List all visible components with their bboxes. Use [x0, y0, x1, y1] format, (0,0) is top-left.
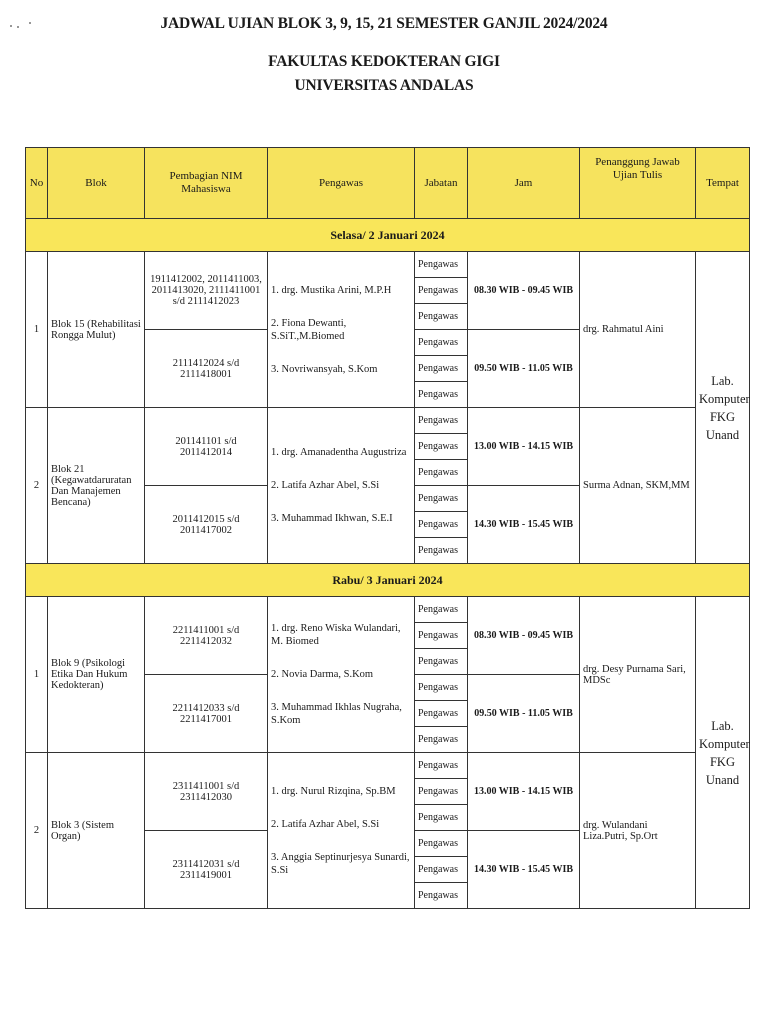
day-row: [26, 219, 750, 252]
day-row: [26, 564, 750, 597]
jabatan-cell: Pengawas: [415, 857, 468, 883]
blok-name: Blok 9 (Psikologi Etika Dan Hukum Kedokteran): [48, 597, 145, 753]
jabatan-cell: Pengawas: [415, 805, 468, 831]
jabatan-cell: Pengawas: [415, 727, 468, 753]
pengawas-name: 3. Muhammad Ikhwan, S.E.I: [271, 513, 393, 524]
nim-range: 2211412033 s/d 2211417001: [145, 675, 268, 753]
tempat-line: FKG: [709, 409, 735, 424]
jam-slot: 08.30 WIB - 09.45 WIB: [468, 252, 580, 330]
jabatan-cell: Pengawas: [415, 408, 468, 434]
pengawas-name: 1. drg. Amanadentha Augustriza: [271, 447, 407, 458]
jabatan-cell: Pengawas: [415, 512, 468, 538]
pengawas-name: 3. Novriwansyah, S.Kom: [271, 363, 378, 375]
jabatan-cell: Pengawas: [415, 883, 468, 909]
pengawas-list: [268, 597, 415, 753]
tempat-line: Komputer: [699, 391, 750, 406]
jabatan-cell: Pengawas: [415, 330, 468, 356]
tempat-line: Lab.: [711, 373, 734, 388]
table-row: [26, 252, 750, 278]
jabatan-cell: Pengawas: [415, 675, 468, 701]
pengawas-name: 3. Muhammad Ikhlas Nugraha, S.Kom: [271, 702, 402, 726]
penanggung-jawab: drg. Wulandani Liza.Putri, Sp.Ort: [580, 753, 696, 909]
blok-name: Blok 3 (Sistem Organ): [48, 753, 145, 909]
tempat-line: Lab.: [711, 718, 734, 733]
pengawas-list: [268, 252, 415, 408]
title-line-2: FAKULTAS KEDOKTERAN GIGI: [268, 53, 500, 70]
jam-slot: 14.30 WIB - 15.45 WIB: [468, 486, 580, 564]
tempat-cell: [696, 252, 750, 564]
title-line-3: UNIVERSITAS ANDALAS: [294, 77, 474, 94]
blok-name: Blok 15 (Rehabilitasi Rongga Mulut): [48, 252, 145, 408]
penanggung-jawab: drg. Desy Purnama Sari, MDSc: [580, 597, 696, 753]
jabatan-cell: Pengawas: [415, 356, 468, 382]
day-label: Rabu/ 3 Januari 2024: [26, 564, 750, 597]
pengawas-name: 2. Latifa Azhar Abel, S.Si: [271, 818, 380, 830]
jabatan-cell: Pengawas: [415, 649, 468, 675]
jabatan-cell: Pengawas: [415, 701, 468, 727]
jam-slot: 08.30 WIB - 09.45 WIB: [468, 597, 580, 675]
jabatan-cell: Pengawas: [415, 382, 468, 408]
row-number: 1: [26, 597, 48, 753]
jabatan-cell: Pengawas: [415, 304, 468, 330]
title-line-1: JADWAL UJIAN BLOK 3, 9, 15, 21 SEMESTER GANJIL 2024/2024: [160, 15, 608, 32]
tempat-cell: [696, 597, 750, 909]
table-row: [26, 753, 750, 779]
jam-slot: 14.30 WIB - 15.45 WIB: [468, 831, 580, 909]
jabatan-cell: Pengawas: [415, 434, 468, 460]
row-number: 1: [26, 252, 48, 408]
nim-range: 2311412031 s/d 2311419001: [145, 831, 268, 909]
day-label: Selasa/ 2 Januari 2024: [26, 219, 750, 252]
header-no: No: [26, 148, 48, 219]
table-row: [26, 408, 750, 434]
jam-slot: 13.00 WIB - 14.15 WIB: [468, 753, 580, 831]
nim-range: 2311411001 s/d 2311412030: [145, 753, 268, 831]
jabatan-cell: Pengawas: [415, 278, 468, 304]
tempat-line: Unand: [705, 427, 740, 442]
jabatan-cell: Pengawas: [415, 460, 468, 486]
jabatan-cell: Pengawas: [415, 597, 468, 623]
jabatan-cell: Pengawas: [415, 623, 468, 649]
jabatan-cell: Pengawas: [415, 486, 468, 512]
pengawas-name: 1. drg. Nurul Rizqina, Sp.BM: [271, 785, 396, 797]
jabatan-cell: Pengawas: [415, 753, 468, 779]
nim-range: 201141101 s/d 2011412014: [145, 408, 268, 486]
jabatan-cell: Pengawas: [415, 831, 468, 857]
pengawas-name: 2. Fiona Dewanti, S.SiT.,M.Biomed: [271, 317, 347, 342]
tempat-line: FKG: [709, 754, 735, 769]
header-pengawas: Pengawas: [268, 148, 415, 219]
header-penanggung-jawab: Penanggung Jawab Ujian Tulis: [580, 148, 696, 219]
header-blok: Blok: [48, 148, 145, 219]
header-nim: Pembagian NIM Mahasiswa: [145, 148, 268, 219]
tempat-line: Komputer: [699, 736, 750, 751]
nim-range: 2011412015 s/d 2011417002: [145, 486, 268, 564]
pengawas-list: [268, 408, 415, 564]
exam-schedule-table: [25, 147, 750, 909]
header-tempat: Tempat: [696, 148, 750, 219]
row-number: 2: [26, 753, 48, 909]
header-jabatan: Jabatan: [415, 148, 468, 219]
nim-range: 2111412024 s/d 2111418001: [145, 330, 268, 408]
pengawas-name: 2. Latifa Azhar Abel, S.Si: [271, 480, 380, 491]
pengawas-name: 3. Anggia Septinurjesya Sunardi, S.Si: [271, 851, 410, 876]
pengawas-name: 1. drg. Mustika Arini, M.P.H: [271, 284, 392, 296]
nim-range: 2211411001 s/d 2211412032: [145, 597, 268, 675]
table-row: [26, 597, 750, 623]
pengawas-list: [268, 753, 415, 909]
jam-slot: 09.50 WIB - 11.05 WIB: [468, 330, 580, 408]
jabatan-cell: Pengawas: [415, 252, 468, 278]
jam-slot: 13.00 WIB - 14.15 WIB: [468, 408, 580, 486]
header-jam: Jam: [468, 148, 580, 219]
penanggung-jawab: Surma Adnan, SKM,MM: [580, 408, 696, 564]
jabatan-cell: Pengawas: [415, 779, 468, 805]
pengawas-name: 2. Novia Darma, S.Kom: [271, 669, 374, 680]
header-row: [26, 148, 750, 219]
jam-slot: 09.50 WIB - 11.05 WIB: [468, 675, 580, 753]
pengawas-name: 1. drg. Reno Wiska Wulandari, M. Biomed: [271, 623, 401, 647]
document-header: [0, 14, 768, 97]
nim-range: 1911412002, 2011411003, 2011413020, 2111411001 s/d 2111412023: [145, 252, 268, 330]
blok-name: Blok 21 (Kegawatdaruratan Dan Manajemen Bencana): [48, 408, 145, 564]
tempat-line: Unand: [705, 772, 740, 787]
schedule-body: [26, 219, 750, 909]
row-number: 2: [26, 408, 48, 564]
penanggung-jawab: drg. Rahmatul Aini: [580, 252, 696, 408]
jabatan-cell: Pengawas: [415, 538, 468, 564]
